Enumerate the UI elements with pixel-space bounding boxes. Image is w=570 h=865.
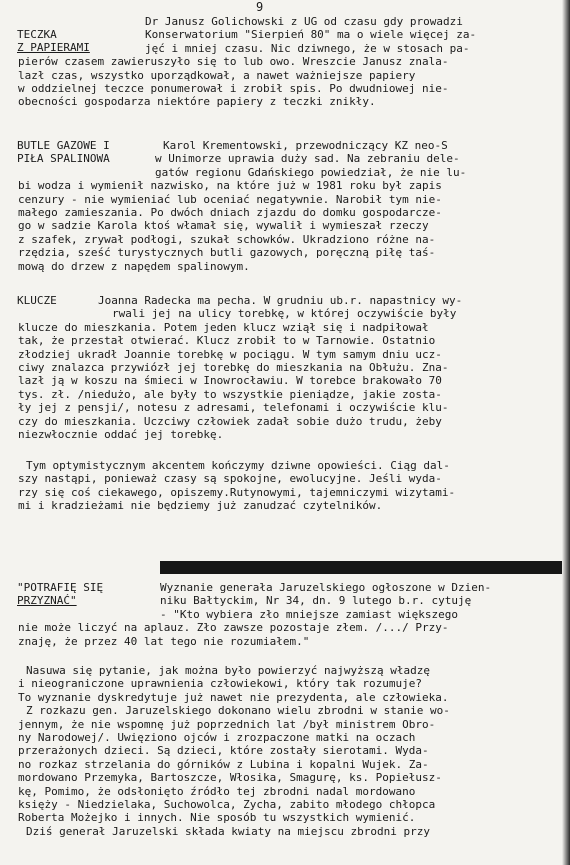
heading-klucze: KLUCZE xyxy=(17,294,57,307)
heading-teczka-line2: Z PAPIERAMI xyxy=(17,41,90,54)
text-line: Roberta Możejko i innych. Nie sposób tu wszystkich wymienić. xyxy=(18,811,416,825)
text-line: w oddzielnej teczce ponumerował i zrobił spis. Po dwudniowej nie- xyxy=(18,81,449,95)
text-line: Nasuwa się pytanie, jak można było powierzyć najwyższą władzę xyxy=(26,664,430,677)
text-line: jennym, że nie wspomnę już poprzednich lat /był ministrem Obro- xyxy=(18,717,436,731)
article-heading-line2: PRZYZNAĆ" xyxy=(17,594,77,607)
text-line: lazł czas, wszystko uporządkował, a nawet ważniejsze papiery xyxy=(18,68,416,82)
heading-butle-line1: BUTLE GAZOWE I xyxy=(17,139,110,152)
text-line: nie może liczyć na aplauz. Zło zawsze pozostaje złem. /.../ Przy- xyxy=(18,621,449,635)
text-line: Dr Janusz Golichowski z UG od czasu gdy prowadzi xyxy=(145,15,463,28)
text-line: ny Narodowej/. Uwięziono ojców i zrozpaczone matki na oczach xyxy=(18,730,416,744)
text-line: To wyznanie dyskredytuje już nawet nie prezydenta, ale człowieka. xyxy=(18,690,449,704)
article-body xyxy=(0,664,570,838)
text-line: Wyznanie generała Jaruzelskiego ogłoszone w Dzien- xyxy=(160,581,492,594)
text-line: w Unimorze uprawia duży sad. Na zebraniu dele- xyxy=(155,152,460,166)
text-line: cenzury - nie wymieniać lub oceniać negatywnie. Narobił tym nie- xyxy=(18,192,442,206)
section-teczka xyxy=(0,15,570,109)
text-line: Konserwatorium "Sierpień 80" ma o wiele więcej za- xyxy=(145,28,477,42)
text-line: mi i kradzieżami nie będziemy już zanudzać czytelników. xyxy=(18,499,383,513)
text-line: no rozkaz strzelania do górników z Lubina i kopalni Wujek. Za- xyxy=(18,757,429,771)
text-line: Tym optymistycznym akcentem kończymy dziwne opowieści. Ciąg dal- xyxy=(26,459,450,472)
text-line: niku Bałtyckim, Nr 34, dn. 9 lutego b.r. cytuję xyxy=(160,594,472,608)
section-butle xyxy=(0,139,570,273)
text-line: jęć i mniej czasu. Nic dziwnego, że w stosach pa- xyxy=(145,41,470,55)
text-line: Joanna Radecka ma pecha. W grudniu ub.r. napastnicy wy- xyxy=(98,294,463,307)
text-line: rzędzia, sześć turystycznych butli gazowych, poręczną piłę taś- xyxy=(18,246,436,260)
text-line: mową do drzew z napędem spalinowym. xyxy=(18,259,250,273)
page-edge-shadow xyxy=(562,0,570,865)
text-line: tak, że przestał otwierać. Klucz zrobił to w Tarnowie. Ostatnio xyxy=(18,334,436,348)
text-line: kę, Pomimo, że odsłonięto źródło tej zbrodni nadal mordowano xyxy=(18,784,416,798)
heading-teczka-line1: TECZKA xyxy=(17,28,57,41)
text-line: Karol Krementowski, przewodniczący KZ neo-S xyxy=(163,139,448,152)
text-line: ły jej z pensji/, notesu z adresami, telefonami i oczywiście klu- xyxy=(18,401,449,415)
article-heading-line1: "POTRAFIĘ SIĘ xyxy=(17,581,104,594)
heading-butle-line2: PIŁA SPALINOWA xyxy=(17,152,110,165)
closing-paragraph xyxy=(0,459,570,513)
text-line: ciwy znalazca przywiózł jej torebkę do mieszkania na Obłużu. Zna- xyxy=(18,360,449,374)
text-line: obecności gospodarza niektóre papiery z teczki znikły. xyxy=(18,95,376,109)
text-line: lazł ją w koszu na śmieci w Inowrocławiu. W torebce brakowało 70 xyxy=(18,374,442,388)
text-line: pierów czasem zawieruszyło się to lub owo. Wreszcie Janusz znala- xyxy=(18,55,449,69)
text-line: czy do mieszkania. Uczciwy człowiek zadał sobie dużo trudu, żeby xyxy=(18,414,442,428)
text-line: małego zamieszania. Po dwóch dniach zjazdu do domku gospodarcze- xyxy=(18,205,442,219)
text-line: - "Kto wybiera zło mniejsze zamiast większego xyxy=(160,607,459,621)
text-line: złodziej ukradł Joannie torebkę w pociągu. W tym samym dniu ucz- xyxy=(18,347,442,361)
text-line: znaję, że przez 40 lat tego nie rozumiałem." xyxy=(18,634,310,648)
text-line: rwali jej na ulicy torebkę, w której oczywiście były xyxy=(112,307,457,321)
text-line: rzy się coś ciekawego, opiszemy.Rutynowymi, tajemniczymi wizytami- xyxy=(18,485,456,499)
section-klucze xyxy=(0,294,570,441)
text-line: z szafek, zrywał podłogi, szukał schowków. Ukradziono różne na- xyxy=(18,232,436,246)
text-line: przerażonych dzieci. Są dzieci, które zostały sierotami. Wyda- xyxy=(18,744,429,758)
text-line: Z rozkazu gen. Jaruzelskiego dokonano wielu zbrodni w stanie wo- xyxy=(26,704,450,718)
text-line: tys. zł. /niedużo, ale były to wszystkie pieniądze, jakie zosta- xyxy=(18,387,442,401)
text-line: klucze do mieszkania. Potem jeden klucz wziął się i nadpiłował xyxy=(18,320,429,334)
text-line: i nieograniczone uprawnienia człowiekowi, który tak rozumuje? xyxy=(18,677,422,691)
page-number: 9 xyxy=(256,0,264,14)
text-line: szy nastąpi, ponieważ czasy są spokojne, ewolucyjne. Jeśli wyda- xyxy=(18,472,442,486)
text-line: gatów regionu Gdańskiego powiedział, że nie lu- xyxy=(155,165,467,179)
text-line: bi wodza i wymienił nazwisko, na które już w 1981 roku był zapis xyxy=(18,179,442,193)
text-line: księży - Niedzielaka, Suchowolca, Zycha, zabito młodego chłopca xyxy=(18,797,436,811)
text-line: Dziś generał Jaruzelski składa kwiaty na miejscu zbrodni przy xyxy=(26,824,430,838)
article-lead xyxy=(0,581,570,648)
text-line: mordowano Przemyka, Bartoszcze, Włosika, Smagurę, ks. Popiełusz- xyxy=(18,771,442,785)
text-line: niezwłocznie oddać jej torebkę. xyxy=(18,427,224,441)
text-line: go w sadzie Karola ktoś włamał się, wywalił i wymieszał rzeczy xyxy=(18,219,429,233)
separator-bar xyxy=(160,561,570,574)
